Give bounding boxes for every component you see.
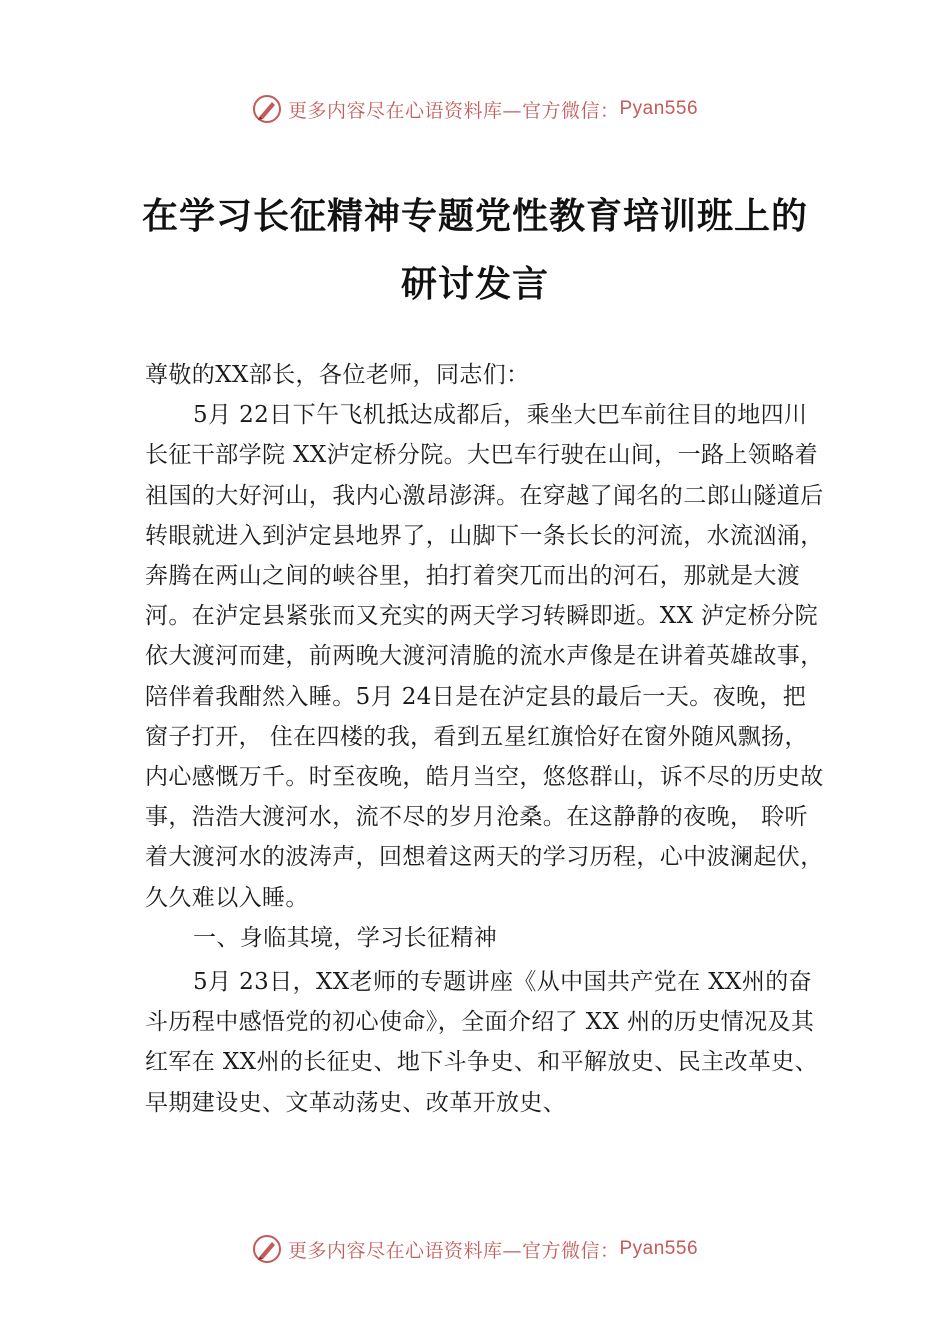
section-heading-1: 一、身临其境，学习长征精神 — [193, 924, 498, 951]
header-watermark — [0, 94, 950, 124]
document-title-line-1: 在学习长征精神专题党性教育培训班上的 — [141, 195, 808, 237]
watermark-text: 更多内容尽在心语资料库—官方微信： — [287, 1239, 620, 1262]
watermark-text: 更多内容尽在心语资料库—官方微信： — [287, 99, 620, 122]
paragraph-1: 5月 22日下午飞机抵达成都后，乘坐大巴车前往目的地四川长征干部学院 XX泸定桥分院。大巴车行驶在山间，一路上领略着祖国的大好河山，我内心激昂澎湃。在穿越了闻名的二郎山隧道后转眼就进入到泸定县地界了，山脚下一条长长的河流，水流汹涌，奔腾在两山之间的峡谷里，拍打着突兀而出的河石，那就是大渡河。在泸定县紧张而又充实的两天学习转瞬即逝。XX 泸定桥分院依大渡河而建，前两晚大渡河清脆的流水声像是在讲着英雄故事，陪伴着我酣然入睡。5月 24日是在泸定县的最后一天。夜晚，把窗子打开， 住在四楼的我，看到五星红旗恰好在窗外随风飘扬，内心感慨万千。时至夜晚，皓月当空，悠悠群山，诉不尽的历史故事，浩浩大渡河水，流不尽的岁月沧桑。在这静静的夜晚， 聆听着大渡河水的波涛声，回想着这两天的学习历程，心中波澜起伏，久久难以入睡。 — [145, 402, 824, 911]
watermark-wechat-id: Pyan556 — [619, 98, 699, 119]
pen-logo-icon — [252, 94, 282, 124]
salutation: 尊敬的XX部长，各位老师，同志们： — [145, 362, 530, 388]
document-body — [145, 355, 825, 1123]
pen-logo-icon — [252, 1234, 282, 1264]
document-title-line-2: 研讨发言 — [400, 263, 549, 305]
watermark-wechat-id: Pyan556 — [619, 1238, 699, 1259]
paragraph-2: 5月 23日，XX老师的专题讲座《从中国共产党在 XX州的奋斗历程中感悟党的初心使命》，全面介绍了 XX 州的历史情况及其红军在 XX州的长征史、地下斗争史、和平解放史、民主改革史、早期建设史、文革动荡史、改革开放史、 — [145, 969, 819, 1116]
footer-watermark — [0, 1234, 950, 1264]
